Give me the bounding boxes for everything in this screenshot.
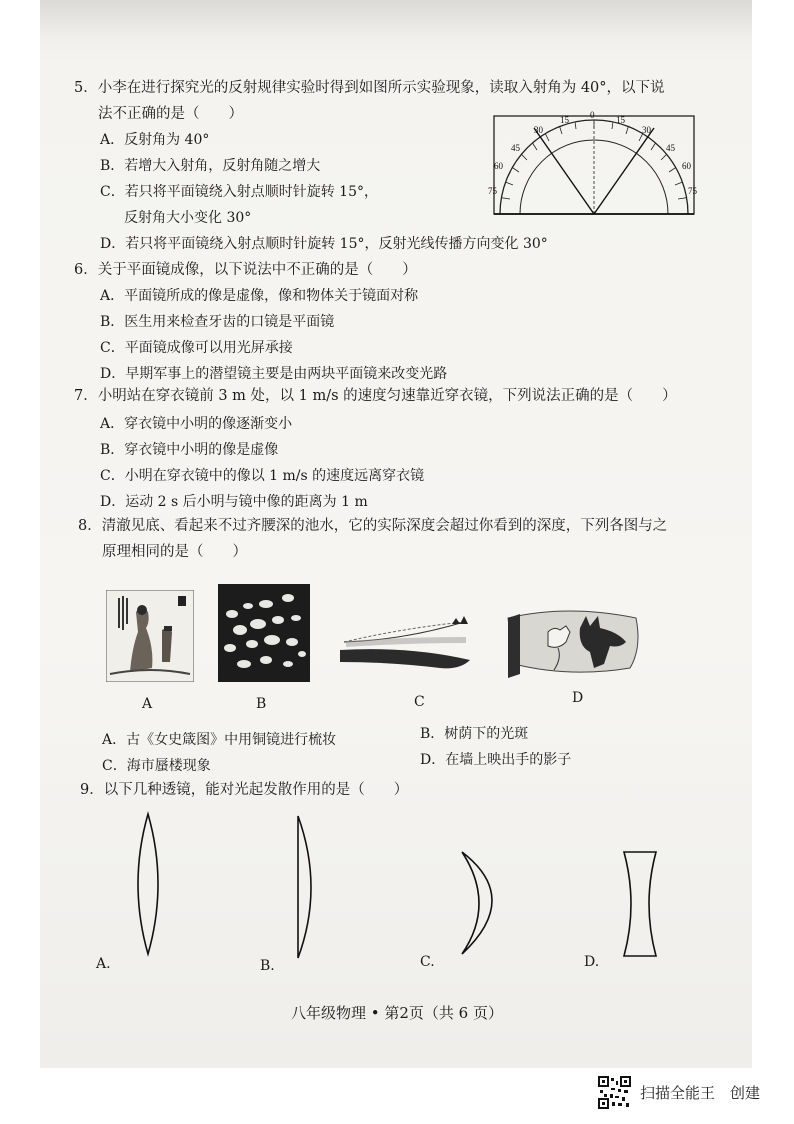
q8-option-d: D．在墙上映出手的影子 <box>420 752 572 768</box>
tick-left-75: 75 <box>488 186 497 196</box>
scanner-watermark-text: 扫描全能王 创建 <box>640 1084 761 1102</box>
lens-a-biconvex <box>128 810 168 958</box>
tick-right-75: 75 <box>688 186 697 196</box>
page-top-shadow <box>40 0 752 40</box>
q9-stem: 9．以下几种透镜，能对光起发散作用的是（ ） <box>80 782 409 798</box>
q6-option-d: D．早期军事上的潜望镜主要是由两块平面镜来改变光路 <box>100 366 448 382</box>
q8-image-a-painting <box>106 590 194 682</box>
lens-label-a: A. <box>96 956 111 972</box>
q5-option-c: C．若只将平面镜绕入射点顺时针旋转 15°， <box>100 184 378 200</box>
q8-image-label-d: D <box>572 690 584 706</box>
q8-image-c-mirage <box>338 612 478 674</box>
q5-option-b: B．若增大入射角，反射角随之增大 <box>100 158 321 174</box>
lens-c-meniscus <box>452 848 506 958</box>
lens-label-b: B. <box>260 958 275 974</box>
q7-option-d: D．运动 2 s 后小明与镜中像的距离为 1 m <box>100 494 368 510</box>
q7-option-b: B．穿衣镜中小明的像是虚像 <box>100 442 279 458</box>
q8-image-label-c: C <box>414 694 425 710</box>
q8-image-d-hand-shadow <box>502 608 642 678</box>
q8-stem-line1: 8．清澈见底、看起来不过齐腰深的池水，它的实际深度会超过你看到的深度，下列各图与之 <box>78 518 668 534</box>
q5-option-c-cont: 反射角大小变化 30° <box>124 210 252 226</box>
tick-right-30: 30 <box>642 125 651 135</box>
tick-left-60: 60 <box>494 161 503 171</box>
tick-right-15: 15 <box>616 115 625 125</box>
lens-d-biconcave <box>618 848 662 960</box>
q8-stem-line2: 原理相同的是（ ） <box>102 544 247 560</box>
q6-option-a: A．平面镜所成的像是虚像，像和物体关于镜面对称 <box>100 288 419 304</box>
q8-option-a: A．古《女史箴图》中用铜镜进行梳妆 <box>102 732 337 748</box>
q5-option-a: A．反射角为 40° <box>100 132 210 148</box>
q7-option-a: A．穿衣镜中小明的像逐渐变小 <box>100 416 293 432</box>
q6-option-b: B．医生用来检查牙齿的口镜是平面镜 <box>100 314 335 330</box>
page-footer: 八年级物理 • 第2页（共 6 页） <box>290 1004 503 1022</box>
tick-center-0: 0 <box>590 110 595 120</box>
q5-stem-line2: 法不正确的是（ ） <box>98 106 243 122</box>
q5-option-d: D．若只将平面镜绕入射点顺时针旋转 15°，反射光线传播方向变化 30° <box>100 236 548 252</box>
q7-option-c: C．小明在穿衣镜中的像以 1 m/s 的速度远离穿衣镜 <box>100 468 425 484</box>
lens-b-plano-convex <box>292 812 322 962</box>
q8-image-label-a: A <box>142 696 153 712</box>
q8-image-b-light-spots <box>218 584 310 682</box>
lens-label-c: C. <box>420 954 435 970</box>
tick-right-45: 45 <box>666 143 675 153</box>
qr-code-icon <box>598 1076 631 1109</box>
q8-option-c: C．海市蜃楼现象 <box>102 758 211 774</box>
tick-left-15: 15 <box>560 115 569 125</box>
protractor-figure <box>486 108 706 220</box>
q6-stem: 6．关于平面镜成像，以下说法中不正确的是（ ） <box>74 262 417 278</box>
tick-left-30: 30 <box>534 125 543 135</box>
lens-label-d: D. <box>584 954 600 970</box>
q5-stem-line1: 5．小李在进行探究光的反射规律实验时得到如图所示实验现象，读取入射角为 40°，以下说 <box>74 80 665 96</box>
tick-right-60: 60 <box>682 161 691 171</box>
q8-option-b: B．树荫下的光斑 <box>420 726 529 742</box>
q8-image-label-b: B <box>256 696 267 712</box>
q6-option-c: C．平面镜成像可以用光屏承接 <box>100 340 293 356</box>
q7-stem: 7．小明站在穿衣镜前 3 m 处，以 1 m/s 的速度匀速靠近穿衣镜，下列说法正确的是（ ） <box>74 388 677 404</box>
tick-left-45: 45 <box>511 143 520 153</box>
